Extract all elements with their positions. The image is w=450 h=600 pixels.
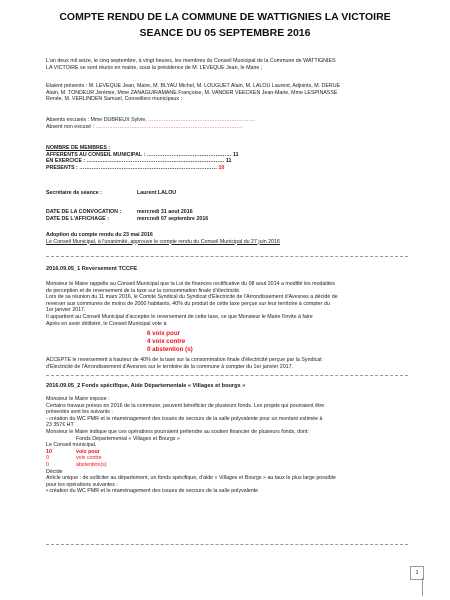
page-number: 1 <box>410 566 424 580</box>
members-afferents: AFFERENTS AU CONSEIL MUNICIPAL : ………………………………………… 11 <box>46 151 239 158</box>
separator <box>46 375 408 376</box>
adoption-heading: Adoption du compte rendu du 23 mai 2016 <box>46 232 153 238</box>
date-convocation: DATE DE LA CONVOCATION : mercredi 31 aout 2016 <box>46 209 193 215</box>
separator <box>46 256 408 257</box>
absents-excuses: Absents excusés : Mme DUBREUX Sylvie, ……………………………………………………… <box>46 117 256 123</box>
attendees-paragraph: Etaient présents : M. LEVEQUE Jean, Maire, M. BLYAU Michel, M. LOUGUET Alain, M. LALOU Laurent, Adjoints, M. DERUE Alain, M. TONDEUR Jérémie, Mme ZANAGUIRAMANE Françoise, M. VANDER VEECKEN Jean-Marie, Mme LESPINASSE Renée, M. VERLINDEN Samuel, Conseillers municipaux ; <box>46 83 341 103</box>
section-2-body: Monsieur le Maire expose : Certains travaux prévus en 2016 de la commune, peuvent bénéficier de plusieurs fonds. Les projets qui pourraient être présentés sont les suivants : - création du WC PMR et le réaménagement des issues de secours de la salle polyvalente pour un montant estimée à 23 357€ HT Monsieur le Maire indique que ces opérations pourraient prétendre au soutien financier de plusieurs fonds, dont: Fonds Départemental « Villages et Bourgs » Le Conseil municipal, 10 voix pour 0 voix contre 0 abstention(s) Décide Article unique : de solliciter au département, un fonds spécifique, d'aide « Villages et Bourgs » au taux le plus large possible pour les opérations suivantes : • création du WC PMR et le réaménagement des issues de secours de la salle polyvalente <box>46 396 418 495</box>
section-1-heading: 2016.09.05_1 Reversement TCCFE <box>46 266 138 272</box>
section-1-body: Monsieur le Maire rappelle au Conseil Municipal que la Loi de finances rectificative du 08 aout 2014 a modifié les modalités de perception et de reversement de la taxe sur la consommation finale d'électricité. Lors de sa réunion du 11 mars 2016, le Comité Syndical du Syndicat d'Electricité de l'Arrondissement d'Avesnes a décidé de reverser aux communes de moins de 2000 habitants, 40% du produit de cette taxe perçue sur leur territoire à compter du 1er janvier 2017. Il appartient au Conseil Municipal d'accepter le reversement de cette taxe, ce que Monsieur le Maire l'invite à faire Après en avoir délibéré, le Conseil Municipal vote à <box>46 281 338 327</box>
intro-paragraph: L'an deux mil seize, le cinq septembre, à vingt heures, les membres du Conseil Municipal de la Commune de WATTIGNIES LA VICTOIRE se sont réunis en mairie, sous la présidence de M. LEVEQUE Jean, le Maire ; <box>46 58 336 71</box>
secretary-line: Secrétaire de séance : Laurent LALOU <box>46 190 177 196</box>
adoption-text: Le Conseil Municipal, à l'unanimité, approuve le compte rendu du Conseil Municipal du 27 juin 2016 <box>46 238 280 245</box>
members-presents: PRESENTS : …………………………………………………………………… 10 <box>46 164 225 171</box>
separator <box>46 544 408 545</box>
section-2-vote-contre: 0 voix contre <box>46 455 102 462</box>
absents-block <box>46 117 418 130</box>
adoption-block <box>46 232 418 245</box>
members-exercice: EN EXERCICE : …………………………………………………………………… 11 <box>46 158 232 165</box>
document-subtitle: SEANCE DU 05 SEPTEMBRE 2016 <box>139 27 311 39</box>
section-2-vote-pour: 10 voix pour <box>46 448 100 455</box>
section-1-conclusion: ACCEPTE le reversement à hauteur de 40% de la taxe sur la consommation finale d'électricité perçue par la Syndicat d'Electricité de l'Arrondissement d'Avesnes sur le territoire de la commune à compter du 1er janvier 2017. <box>46 357 322 370</box>
date-affichage: DATE DE L'AFFICHAGE : mercredi 07 septembre 2016 <box>46 215 209 222</box>
members-block <box>46 145 418 171</box>
vote-contre: 4 voix contre <box>147 338 186 345</box>
members-heading: NOMBRE DE MEMBRES : <box>46 145 111 151</box>
absent-non-excuse: Absent non excusé : …………………………………………………………………………… <box>46 123 244 130</box>
vote-abstention: 0 abstention (s) <box>147 346 193 353</box>
section-1-votes <box>147 330 193 354</box>
page-corner-line <box>422 578 423 596</box>
document-title: COMPTE RENDU DE LA COMMUNE DE WATTIGNIES LA VICTOIRE <box>59 11 391 23</box>
dates-block <box>46 209 418 222</box>
section-2-heading: 2016.09.05_2 Fonds spécifique, Aide Départementale « Villages et bourgs » <box>46 383 246 389</box>
vote-pour: 6 voix pour <box>147 330 181 337</box>
section-2-vote-abstention: 0 abstention(s) <box>46 461 107 468</box>
